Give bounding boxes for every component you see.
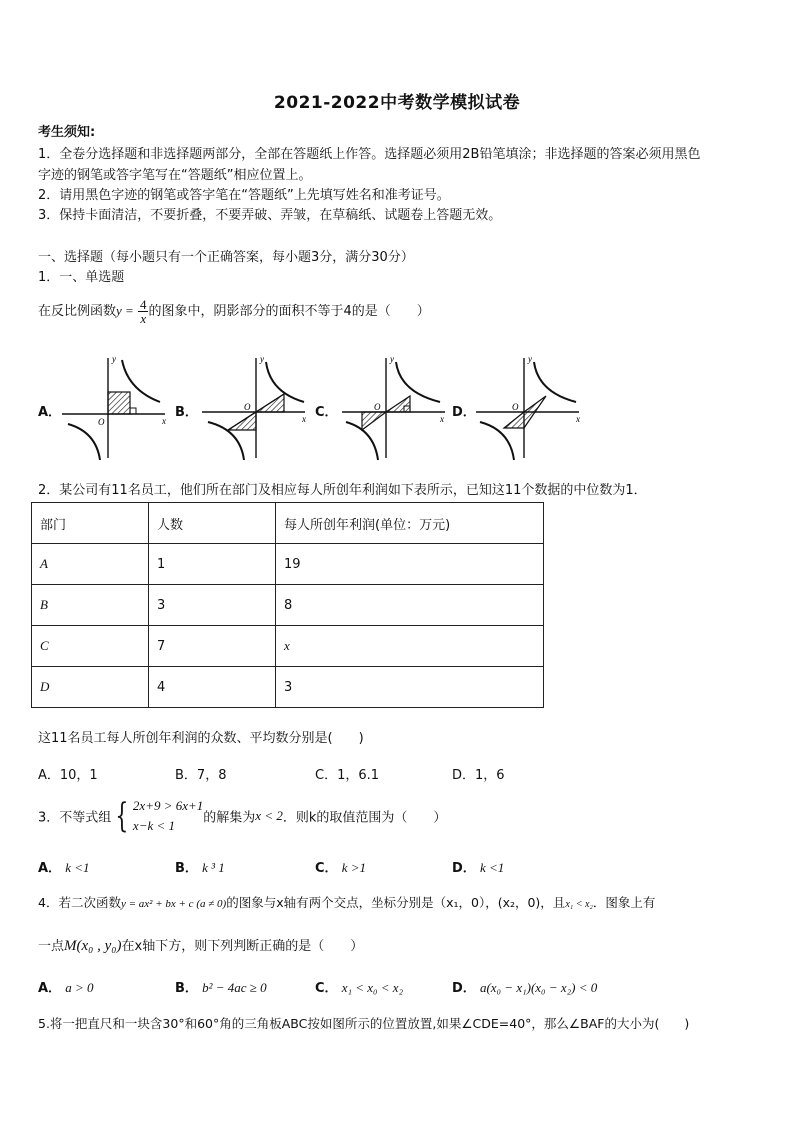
table-cell: 3 bbox=[276, 667, 544, 708]
q1-option-d-label: D． bbox=[452, 405, 476, 420]
q3-option-c bbox=[315, 857, 366, 876]
brace-icon: { bbox=[115, 796, 129, 836]
q4-point: M(x₀ , y₀) bbox=[64, 938, 122, 954]
q4-line2-part-b: 在x轴下方，则下列判断正确的是（ ） bbox=[121, 939, 364, 954]
q3-inequality-1: 2x+9 > 6x+1 bbox=[132, 798, 204, 813]
axis-x-label: x bbox=[162, 416, 166, 426]
table-cell: x bbox=[276, 626, 544, 667]
q4-function: y = ax² + bx + c (a ≠ 0) bbox=[120, 898, 227, 910]
q3-stem bbox=[38, 796, 446, 836]
curve-q1 bbox=[266, 362, 304, 402]
q3-option-a bbox=[38, 857, 90, 876]
table-cell: 8 bbox=[276, 585, 544, 626]
axis-x-label: x bbox=[576, 414, 580, 424]
notice-item-3: 3．保持卡面清洁，不要折叠，不要弄破、弄皱，在草稿纸、试题卷上答题无效。 bbox=[38, 208, 502, 223]
q2-option-a: A．10，1 bbox=[38, 768, 98, 783]
q2-stem: 2．某公司有11名员工，他们所在部门及相应每人所创年利润如下表所示，已知这11个数据的中位数为1． bbox=[38, 483, 647, 498]
option-math: k <1 bbox=[479, 860, 505, 875]
q1-option-a-label: A． bbox=[38, 405, 62, 420]
q2-question: 这11名员工每人所创年利润的众数、平均数分别是( ) bbox=[38, 731, 364, 746]
q3-middle: 的解集为 bbox=[203, 810, 256, 826]
origin-label: O bbox=[512, 402, 519, 412]
q4-option-a bbox=[38, 977, 93, 996]
table-cell: 19 bbox=[276, 544, 544, 585]
option-label: D． bbox=[452, 861, 476, 876]
table-header-cell: 每人所创年利润(单位：万元) bbox=[276, 503, 544, 544]
table-row bbox=[32, 626, 544, 667]
option-math: a > 0 bbox=[65, 980, 94, 995]
q2-option-d: D．1，6 bbox=[452, 768, 505, 783]
q4-option-d bbox=[452, 977, 597, 996]
q1-graph-a bbox=[60, 352, 172, 462]
q4-line1-part-c: ．图象上有 bbox=[592, 895, 656, 910]
option-label: D． bbox=[452, 981, 476, 996]
q5-stem: 5.将一把直尺和一块含30°和60°角的三角板ABC按如图所示的位置放置,如果∠CDE=40°，那么∠BAF的大小为( ) bbox=[38, 1016, 690, 1031]
curve-q1 bbox=[396, 362, 440, 402]
right-angle-mark bbox=[130, 408, 136, 414]
q4-inequality: x₁ < x₂ bbox=[565, 899, 593, 910]
section-subheading: 1．一、单选题 bbox=[38, 270, 125, 285]
table-cell: B bbox=[32, 585, 149, 626]
table-row bbox=[32, 667, 544, 708]
q1-option-b-label: B． bbox=[175, 405, 198, 420]
axis-y-label: y bbox=[390, 354, 394, 364]
axis-y-label: y bbox=[112, 354, 116, 364]
curve-q1 bbox=[534, 362, 576, 402]
table-header-row bbox=[32, 503, 544, 544]
shaded-rect bbox=[108, 392, 130, 414]
origin-label: O bbox=[244, 402, 251, 412]
page-title: 2021-2022中考数学模拟试卷 bbox=[273, 93, 521, 113]
notice-item-1b: 字迹的钢笔或答字笔写在“答题纸”相应位置上。 bbox=[38, 168, 312, 183]
q1-stem bbox=[38, 298, 430, 325]
q1-fraction bbox=[138, 298, 149, 325]
q4-option-c bbox=[315, 977, 403, 996]
axis-y-label: y bbox=[260, 354, 264, 364]
origin-label: O bbox=[98, 417, 105, 427]
table-cell: D bbox=[32, 667, 149, 708]
option-math: b² − 4ac ≥ 0 bbox=[202, 980, 267, 995]
q3-inequality-system bbox=[133, 796, 203, 836]
q1-graph-b bbox=[200, 352, 312, 462]
table-cell: 7 bbox=[149, 626, 276, 667]
notice-item-2: 2．请用黑色字迹的钢笔或答字笔在“答题纸”上先填写姓名和准考证号。 bbox=[38, 188, 450, 203]
notice-heading: 考生须知: bbox=[38, 125, 96, 140]
q2-option-b: B．7，8 bbox=[175, 768, 227, 783]
option-math: k >1 bbox=[341, 860, 366, 875]
table-cell: 1 bbox=[149, 544, 276, 585]
axis-x-label: x bbox=[440, 414, 444, 424]
q3-prefix: 3．不等式组 bbox=[38, 810, 112, 826]
q4-option-b bbox=[175, 977, 267, 996]
q3-suffix: ．则k的取值范围为（ ） bbox=[282, 810, 447, 826]
q3-option-d bbox=[452, 857, 504, 876]
q1-option-c-label: C． bbox=[315, 405, 338, 420]
table-row bbox=[32, 585, 544, 626]
option-label: C． bbox=[315, 981, 338, 996]
option-label: C． bbox=[315, 861, 338, 876]
notice-item-1a: 1．全卷分选择题和非选择题两部分，全部在答题纸上作答。选择题必须用2B铅笔填涂；非选择题的答案必须用黑色 bbox=[38, 147, 701, 162]
option-label: B． bbox=[175, 981, 198, 996]
option-math: x₁ < x₀ < x₂ bbox=[341, 980, 404, 995]
q4-line2-part-a: 一点 bbox=[38, 939, 65, 954]
q1-numerator: 4 bbox=[139, 297, 147, 312]
origin-label: O bbox=[374, 402, 381, 412]
q1-y-eq: y = bbox=[116, 303, 134, 318]
table-cell: 3 bbox=[149, 585, 276, 626]
option-label: B． bbox=[175, 861, 198, 876]
axis-x-label: x bbox=[302, 414, 306, 424]
option-label: A． bbox=[38, 981, 62, 996]
q3-option-b bbox=[175, 857, 225, 876]
curve-q3 bbox=[68, 424, 100, 460]
option-math: a(x₀ − x₁)(x₀ − x₂) < 0 bbox=[479, 980, 598, 995]
table-cell: 4 bbox=[149, 667, 276, 708]
table-header-cell: 人数 bbox=[149, 503, 276, 544]
q1-suffix: 的图象中，阴影部分的面积不等于4的是（ ） bbox=[148, 304, 430, 319]
section-heading: 一、选择题（每小题只有一个正确答案，每小题3分，满分30分） bbox=[38, 250, 414, 265]
axis-y-label: y bbox=[528, 354, 532, 364]
q3-inequality-2: x−k < 1 bbox=[132, 818, 176, 833]
q4-line1-part-b: 的图象与x轴有两个交点，坐标分别是（x₁，0），(x₂，0)，且 bbox=[226, 895, 566, 910]
table-row bbox=[32, 544, 544, 585]
table-header-cell: 部门 bbox=[32, 503, 149, 544]
q1-graph-d bbox=[474, 352, 586, 462]
table-cell: A bbox=[32, 544, 149, 585]
q1-denominator: x bbox=[140, 311, 147, 326]
q3-condition: x < 2 bbox=[255, 808, 283, 823]
option-label: A． bbox=[38, 861, 62, 876]
q2-option-c: C．1，6.1 bbox=[315, 768, 380, 783]
option-math: k ³ 1 bbox=[202, 860, 225, 875]
option-math: k <1 bbox=[65, 860, 90, 875]
q4-line-2 bbox=[38, 935, 363, 955]
q4-line-1 bbox=[38, 893, 655, 911]
q1-prefix: 在反比例函数 bbox=[38, 304, 117, 319]
q1-graph-c bbox=[340, 352, 452, 462]
q4-line1-part-a: 4．若二次函数 bbox=[38, 895, 121, 910]
table-cell: C bbox=[32, 626, 149, 667]
q2-table bbox=[31, 502, 544, 708]
